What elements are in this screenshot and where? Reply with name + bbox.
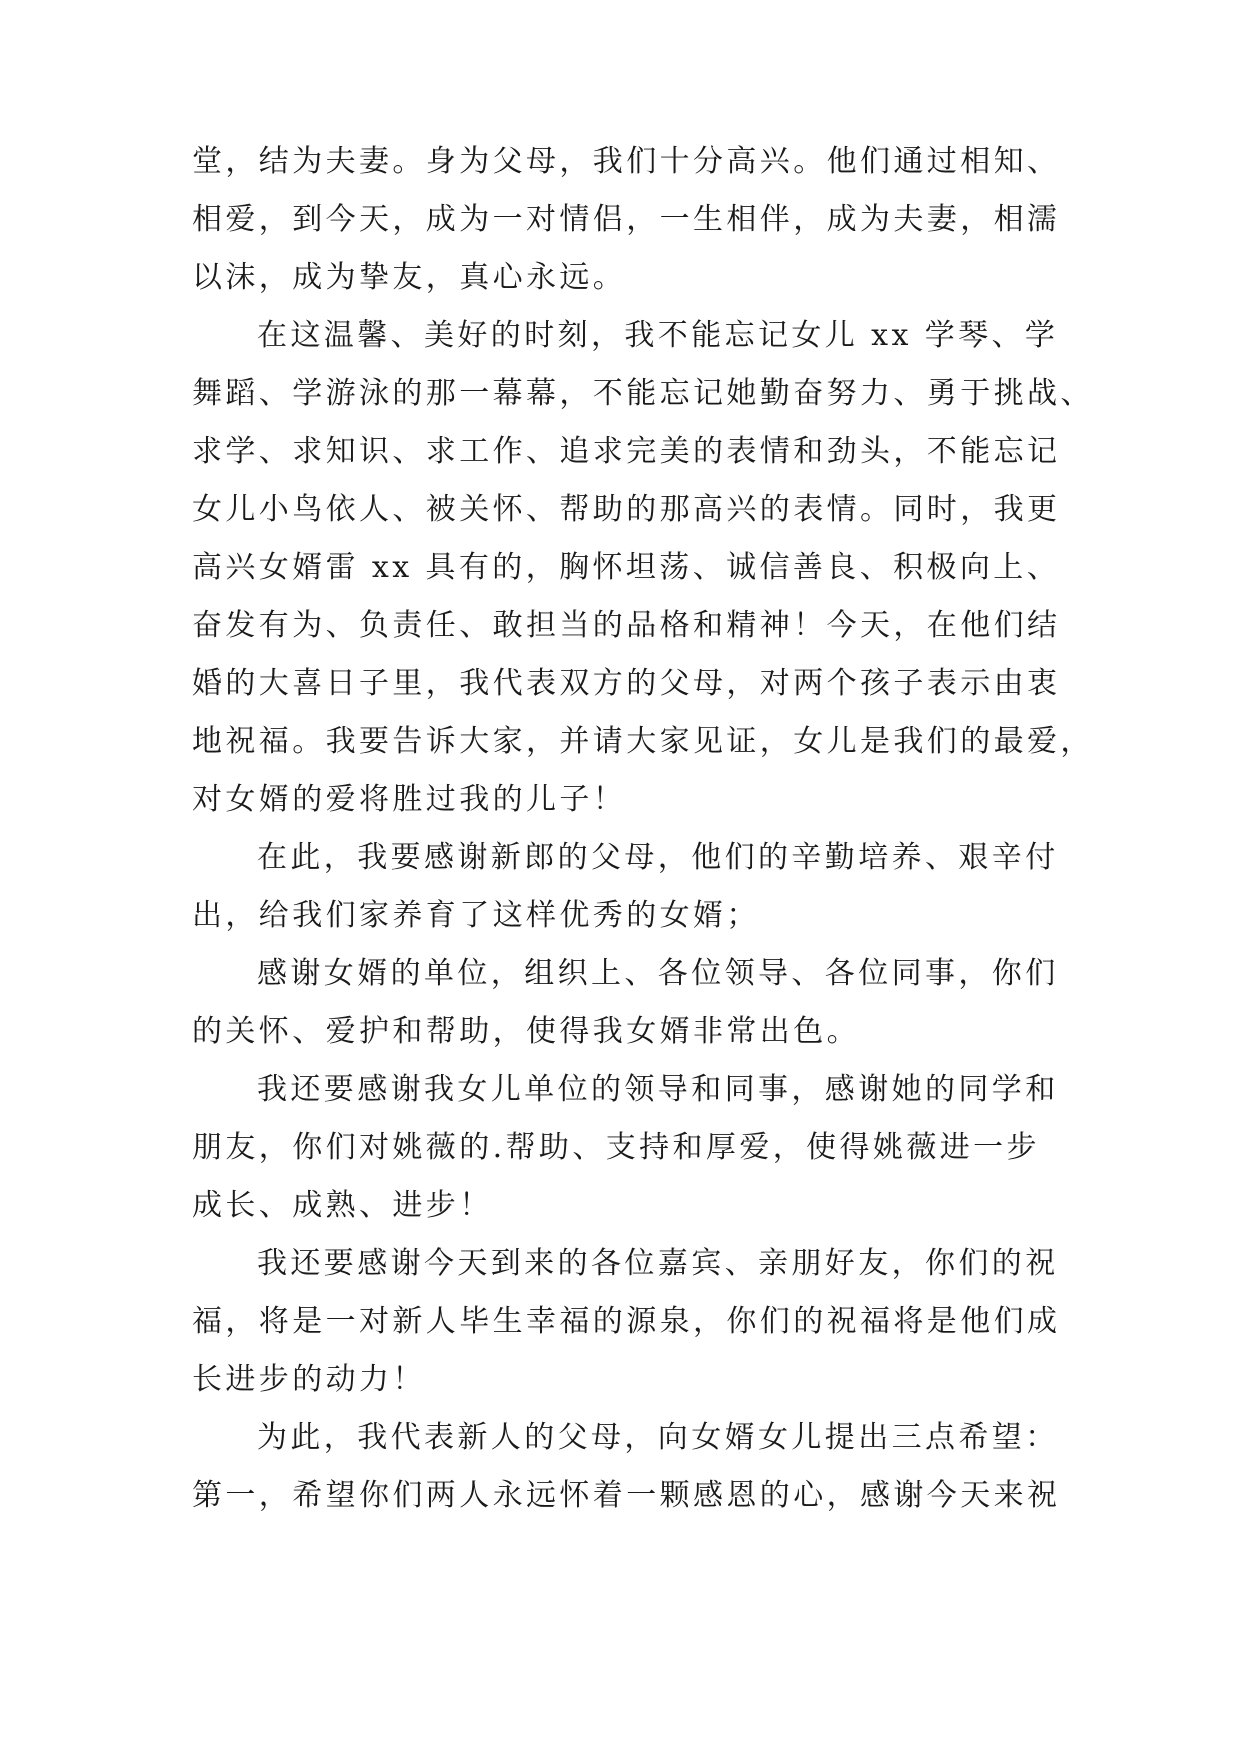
text-line: 第一，希望你们两人永远怀着一颗感恩的心，感谢今天来祝 <box>192 1478 1061 1513</box>
paragraph-first-line: 我还要感谢今天到来的各位嘉宾、亲朋好友，你们的祝 <box>257 1246 1059 1281</box>
text-line: 婚的大喜日子里，我代表双方的父母，对两个孩子表示由衷 <box>192 666 1061 701</box>
text-line: 福，将是一对新人毕生幸福的源泉，你们的祝福将是他们成 <box>192 1304 1061 1339</box>
text-line: 舞蹈、学游泳的那一幕幕，不能忘记她勤奋努力、勇于挑战、 <box>192 376 1094 411</box>
text-line: 堂，结为夫妻。身为父母，我们十分高兴。他们通过相知、 <box>192 144 1061 179</box>
text-line: 奋发有为、负责任、敢担当的品格和精神！今天，在他们结 <box>192 608 1061 643</box>
text-line: 高兴女婿雷 xx 具有的，胸怀坦荡、诚信善良、积极向上、 <box>192 550 1061 585</box>
text-line: 以沫，成为挚友，真心永远。 <box>192 260 627 295</box>
text-line: 成长、成熟、进步！ <box>192 1188 493 1223</box>
text-line: 朋友，你们对姚薇的.帮助、支持和厚爱，使得姚薇进一步 <box>192 1130 1040 1165</box>
text-line: 的关怀、爱护和帮助，使得我女婿非常出色。 <box>192 1014 860 1049</box>
text-line: 对女婿的爱将胜过我的儿子！ <box>192 782 627 817</box>
paragraph-first-line: 为此，我代表新人的父母，向女婿女儿提出三点希望： <box>257 1420 1059 1455</box>
paragraph-first-line: 我还要感谢我女儿单位的领导和同事，感谢她的同学和 <box>257 1072 1059 1107</box>
text-line: 求学、求知识、求工作、追求完美的表情和劲头，不能忘记 <box>192 434 1061 469</box>
text-line: 相爱，到今天，成为一对情侣，一生相伴，成为夫妻，相濡 <box>192 202 1061 237</box>
paragraph-first-line: 感谢女婿的单位，组织上、各位领导、各位同事，你们 <box>257 956 1059 991</box>
text-line: 长进步的动力！ <box>192 1362 426 1397</box>
text-line: 出，给我们家养育了这样优秀的女婿； <box>192 898 760 933</box>
paragraph-first-line: 在此，我要感谢新郎的父母，他们的辛勤培养、艰辛付 <box>257 840 1059 875</box>
text-line: 地祝福。我要告诉大家，并请大家见证，女儿是我们的最爱， <box>192 724 1094 759</box>
text-line: 女儿小鸟依人、被关怀、帮助的那高兴的表情。同时，我更 <box>192 492 1061 527</box>
paragraph-first-line: 在这温馨、美好的时刻，我不能忘记女儿 xx 学琴、学 <box>257 318 1059 353</box>
